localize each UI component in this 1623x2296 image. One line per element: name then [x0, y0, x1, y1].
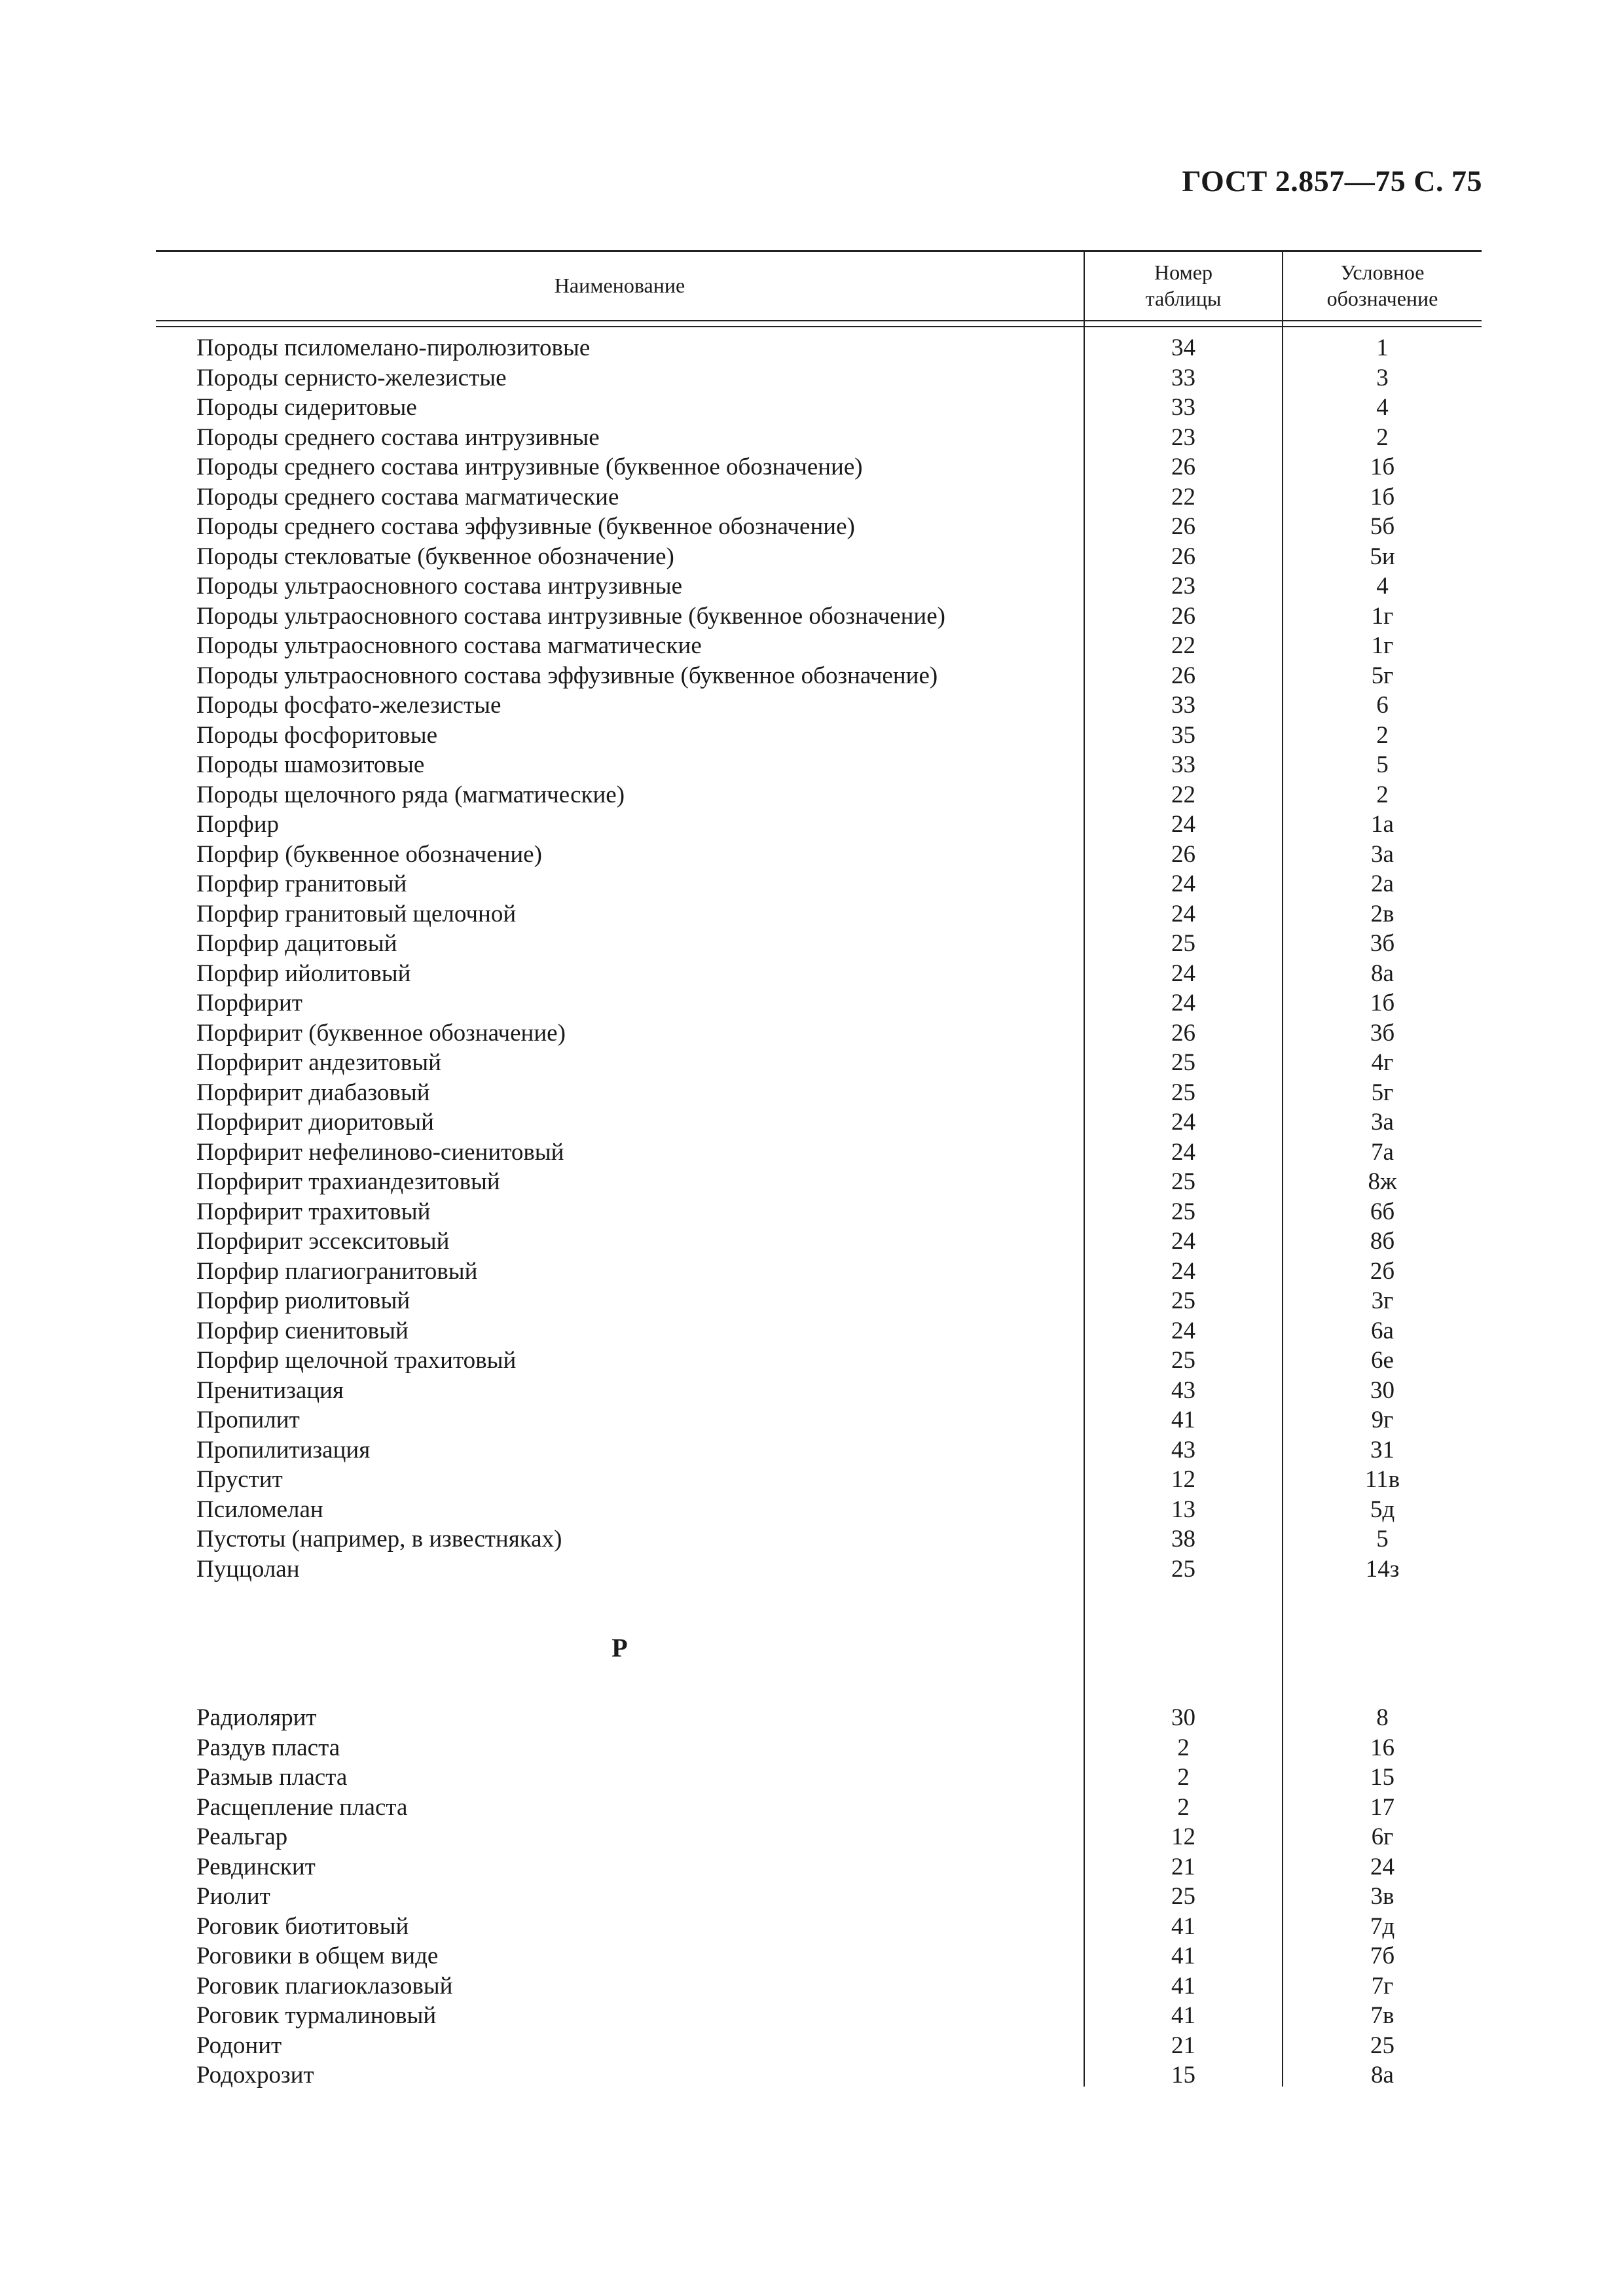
row-name: Порфирит диабазовый: [196, 1079, 430, 1106]
row-table-number: 35: [1171, 721, 1195, 749]
row-name: Породы ультраосновного состава интрузивные: [196, 573, 683, 600]
table-row: [156, 1822, 1482, 1852]
section-row: [156, 1584, 1482, 1703]
row-table-number: 22: [1171, 632, 1195, 659]
row-name: Радиолярит: [196, 1704, 317, 1731]
row-symbol: 5г: [1371, 662, 1394, 689]
row-table-number: 33: [1171, 751, 1195, 778]
row-name: Порфирит трахиандезитовый: [196, 1168, 500, 1195]
table-row: [156, 631, 1482, 661]
row-table-number: 24: [1171, 811, 1195, 838]
row-symbol: 2а: [1371, 870, 1394, 897]
row-name: Порфирит (буквенное обозначение): [196, 1019, 566, 1047]
row-name: Ревдинскит: [196, 1853, 316, 1880]
row-symbol: 1а: [1371, 811, 1394, 838]
row-name: Размыв пласта: [196, 1764, 348, 1791]
table-row: [156, 542, 1482, 572]
table-row: [156, 1138, 1482, 1168]
table-row: [156, 1733, 1482, 1763]
row-name: Порфирит эссекситовый: [196, 1228, 450, 1255]
table-row: [156, 661, 1482, 691]
row-name: Породы сидеритовые: [196, 394, 417, 421]
row-name: Породы среднего состава магматические: [196, 483, 619, 511]
row-name: Породы щелочного ряда (магматические): [196, 781, 625, 808]
table-row: [156, 333, 1482, 363]
row-symbol: 7а: [1371, 1138, 1394, 1166]
table-row: [156, 1048, 1482, 1078]
row-symbol: 1: [1376, 334, 1389, 361]
row-table-number: 25: [1171, 1883, 1195, 1910]
table-row: [156, 929, 1482, 959]
row-symbol: 5б: [1370, 513, 1395, 540]
table-row: [156, 452, 1482, 482]
table-row: [156, 2001, 1482, 2031]
table-row: [156, 1465, 1482, 1495]
row-table-number: 26: [1171, 454, 1195, 480]
row-name: Породы ультраосновного состава магматические: [196, 632, 702, 659]
row-symbol: 1г: [1371, 602, 1394, 630]
row-table-number: 43: [1171, 1376, 1195, 1404]
row-table-number: 41: [1171, 2002, 1195, 2029]
table-row: [156, 1554, 1482, 1585]
table-row: [156, 601, 1482, 632]
row-table-number: 25: [1171, 1347, 1195, 1374]
row-table-number: 26: [1171, 840, 1195, 868]
table-row: [156, 1882, 1482, 1912]
row-symbol: 7в: [1370, 2002, 1395, 2029]
row-table-number: 41: [1171, 1912, 1195, 1940]
row-name: Реальгар: [196, 1823, 288, 1850]
row-table-number: 41: [1171, 1943, 1195, 1969]
row-table-number: 22: [1171, 781, 1195, 808]
row-table-number: 26: [1171, 1019, 1195, 1047]
row-symbol: 6е: [1371, 1347, 1394, 1374]
row-name: Роговик плагиоклазовый: [196, 1972, 453, 2000]
row-table-number: 24: [1171, 1138, 1195, 1166]
row-symbol: 16: [1370, 1734, 1395, 1761]
row-name: Породы шамозитовые: [196, 751, 425, 778]
table-row: [156, 482, 1482, 512]
table-row: [156, 840, 1482, 870]
row-name: Риолит: [196, 1883, 270, 1910]
column-header-number: Номер таблицы: [1145, 260, 1222, 310]
row-name: Роговик биотитовый: [196, 1912, 409, 1940]
row-symbol: 8б: [1370, 1228, 1395, 1255]
row-name: Родонит: [196, 2032, 282, 2059]
table-row: [156, 1912, 1482, 1942]
row-table-number: 26: [1171, 662, 1195, 689]
row-table-number: 25: [1171, 1168, 1195, 1195]
table-row: [156, 750, 1482, 780]
row-table-number: 25: [1171, 1049, 1195, 1076]
table-row: [156, 1941, 1482, 1971]
row-table-number: 2: [1177, 1734, 1190, 1761]
section-letter: Р: [611, 1633, 628, 1662]
table-row: [156, 1495, 1482, 1525]
table-row: [156, 1793, 1482, 1823]
table-row: [156, 1286, 1482, 1316]
table-row: [156, 1703, 1482, 1733]
row-symbol: 3г: [1371, 1287, 1394, 1314]
row-name: Пропилит: [196, 1407, 300, 1433]
row-name: Родохрозит: [196, 2062, 314, 2089]
row-name: Порфир (буквенное обозначение): [196, 840, 542, 868]
row-symbol: 3б: [1370, 930, 1395, 957]
rows-group-p: [156, 333, 1482, 1584]
table-row: [156, 1346, 1482, 1376]
table-row: [156, 1435, 1482, 1465]
row-name: Пустоты (например, в известняках): [196, 1526, 562, 1552]
row-name: Породы стекловатые (буквенное обозначение): [196, 543, 674, 570]
row-symbol: 2б: [1370, 1257, 1395, 1285]
row-table-number: 24: [1171, 990, 1195, 1016]
row-symbol: 2: [1376, 423, 1389, 451]
row-table-number: 41: [1171, 1972, 1195, 2000]
row-symbol: 8а: [1371, 2062, 1394, 2089]
row-table-number: 13: [1171, 1496, 1195, 1523]
row-table-number: 12: [1171, 1466, 1195, 1493]
row-symbol: 4: [1376, 573, 1389, 600]
table-row: [156, 363, 1482, 393]
row-table-number: 41: [1171, 1407, 1195, 1433]
table-row: [156, 1227, 1482, 1257]
row-table-number: 24: [1171, 900, 1195, 927]
row-table-number: 38: [1171, 1526, 1195, 1552]
row-symbol: 5: [1376, 751, 1389, 778]
row-table-number: 24: [1171, 870, 1195, 897]
row-name: Породы псиломелано-пиролюзитовые: [196, 334, 591, 361]
row-table-number: 26: [1171, 602, 1195, 630]
row-name: Порфир ийолитовый: [196, 960, 411, 987]
row-symbol: 8: [1376, 1704, 1389, 1731]
row-symbol: 6г: [1371, 1823, 1394, 1850]
row-symbol: 6а: [1371, 1317, 1394, 1344]
row-symbol: 3а: [1371, 1109, 1394, 1136]
table-row: [156, 1107, 1482, 1138]
table-row: [156, 1257, 1482, 1287]
row-symbol: 5и: [1370, 543, 1395, 570]
row-symbol: 2в: [1370, 900, 1395, 927]
row-symbol: 3: [1376, 364, 1389, 391]
row-name: Порфир: [196, 811, 279, 838]
rows-group-r: [156, 1703, 1482, 2090]
row-name: Порфир дацитовый: [196, 930, 397, 957]
row-symbol: 1б: [1370, 483, 1395, 511]
table-row: [156, 2031, 1482, 2061]
row-table-number: 2: [1177, 1793, 1190, 1821]
row-symbol: 8ж: [1368, 1168, 1397, 1195]
row-symbol: 24: [1370, 1853, 1395, 1880]
row-symbol: 2: [1376, 781, 1389, 808]
row-name: Породы среднего состава эффузивные (буквенное обозначение): [196, 513, 855, 540]
row-table-number: 25: [1171, 1079, 1195, 1106]
row-name: Псиломелан: [196, 1496, 323, 1523]
row-name: Порфир щелочной трахитовый: [196, 1347, 517, 1374]
row-name: Порфирит андезитовый: [196, 1049, 441, 1076]
row-name: Порфирит трахитовый: [196, 1198, 431, 1225]
row-name: Породы сернисто-железистые: [196, 364, 507, 391]
table-row: [156, 780, 1482, 810]
table-body: [156, 333, 1482, 2090]
row-symbol: 15: [1370, 1764, 1395, 1791]
row-name: Пренитизация: [196, 1376, 344, 1404]
table-row: [156, 691, 1482, 721]
row-symbol: 11в: [1364, 1466, 1400, 1493]
row-name: Порфирит нефелиново-сиенитовый: [196, 1138, 564, 1166]
row-symbol: 7г: [1371, 1972, 1394, 2000]
row-symbol: 17: [1370, 1793, 1395, 1821]
row-symbol: 5д: [1370, 1496, 1395, 1523]
row-table-number: 25: [1171, 1287, 1195, 1314]
column-header-symbol: Условное обозначение: [1326, 260, 1438, 310]
row-table-number: 30: [1171, 1704, 1195, 1731]
table-row: [156, 2060, 1482, 2090]
row-name: Роговики в общем виде: [196, 1943, 439, 1969]
index-table: [156, 250, 1482, 2087]
row-name: Породы ультраосновного состава интрузивные (буквенное обозначение): [196, 602, 945, 630]
table-row: [156, 1763, 1482, 1793]
table-row: [156, 721, 1482, 751]
row-symbol: 14з: [1365, 1555, 1400, 1583]
table-row: [156, 393, 1482, 423]
row-table-number: 34: [1171, 334, 1195, 361]
table-row: [156, 1167, 1482, 1197]
row-name: Породы среднего состава интрузивные: [196, 423, 600, 451]
table-row: [156, 899, 1482, 929]
row-name: Породы фосфоритовые: [196, 721, 438, 749]
table-row: [156, 1852, 1482, 1882]
row-name: Породы ультраосновного состава эффузивные (буквенное обозначение): [196, 662, 938, 689]
row-name: Раздув пласта: [196, 1734, 340, 1761]
row-symbol: 7б: [1370, 1943, 1395, 1969]
row-name: Порфир гранитовый: [196, 870, 407, 897]
row-name: Пуццолан: [196, 1555, 300, 1583]
row-table-number: 24: [1171, 1257, 1195, 1285]
row-symbol: 6б: [1370, 1198, 1395, 1225]
table-row: [156, 1405, 1482, 1435]
table-row: [156, 959, 1482, 989]
row-table-number: 23: [1171, 423, 1195, 451]
row-symbol: 3а: [1371, 840, 1394, 868]
row-table-number: 33: [1171, 364, 1195, 391]
table-row: [156, 571, 1482, 601]
row-table-number: 22: [1171, 483, 1195, 511]
row-table-number: 23: [1171, 573, 1195, 600]
row-name: Порфир риолитовый: [196, 1287, 410, 1314]
row-symbol: 9г: [1371, 1407, 1394, 1433]
row-name: Пропилитизация: [196, 1436, 371, 1463]
row-table-number: 21: [1171, 2032, 1195, 2059]
row-symbol: 5г: [1371, 1079, 1394, 1106]
row-name: Порфирит: [196, 990, 302, 1016]
row-name: Роговик турмалиновый: [196, 2002, 437, 2029]
page-header: ГОСТ 2.857—75 С. 75: [1182, 164, 1482, 198]
row-symbol: 8а: [1371, 960, 1394, 987]
row-symbol: 30: [1370, 1376, 1395, 1404]
row-table-number: 25: [1171, 930, 1195, 957]
row-table-number: 24: [1171, 1317, 1195, 1344]
table-row: [156, 1316, 1482, 1346]
table-row: [156, 1524, 1482, 1554]
row-name: Порфир сиенитовый: [196, 1317, 409, 1344]
row-name: Расщепление пласта: [196, 1793, 408, 1821]
row-table-number: 25: [1171, 1555, 1195, 1583]
row-symbol: 5: [1376, 1526, 1389, 1552]
row-table-number: 26: [1171, 543, 1195, 570]
row-table-number: 26: [1171, 513, 1195, 540]
table-row: [156, 810, 1482, 840]
row-symbol: 2: [1376, 721, 1389, 749]
row-name: Породы среднего состава интрузивные (буквенное обозначение): [196, 454, 863, 480]
row-name: Прустит: [196, 1466, 283, 1493]
table-row: [156, 988, 1482, 1018]
table-row: [156, 869, 1482, 899]
row-table-number: 12: [1171, 1823, 1195, 1850]
row-table-number: 24: [1171, 960, 1195, 987]
row-table-number: 43: [1171, 1436, 1195, 1463]
row-table-number: 2: [1177, 1764, 1190, 1791]
row-symbol: 1б: [1370, 454, 1395, 480]
row-symbol: 25: [1370, 2032, 1395, 2059]
table-row: [156, 1197, 1482, 1227]
row-name: Порфир гранитовый щелочной: [196, 900, 517, 927]
row-table-number: 15: [1171, 2062, 1195, 2089]
row-symbol: 3б: [1370, 1019, 1395, 1047]
row-table-number: 24: [1171, 1109, 1195, 1136]
table-row: [156, 512, 1482, 542]
row-table-number: 21: [1171, 1853, 1195, 1880]
row-symbol: 6: [1376, 692, 1389, 719]
row-table-number: 33: [1171, 394, 1195, 421]
table-row: [156, 1078, 1482, 1108]
row-name: Порфир плагиогранитовый: [196, 1257, 478, 1285]
row-table-number: 25: [1171, 1198, 1195, 1225]
row-symbol: 1г: [1371, 632, 1394, 659]
row-symbol: 1б: [1370, 990, 1395, 1016]
column-header-name: Наименование: [554, 273, 685, 297]
row-symbol: 4: [1376, 394, 1389, 421]
row-name: Порфирит диоритовый: [196, 1109, 434, 1136]
row-name: Породы фосфато-железистые: [196, 692, 501, 719]
table-row: [156, 1376, 1482, 1406]
row-symbol: 3в: [1370, 1883, 1395, 1910]
row-table-number: 33: [1171, 692, 1195, 719]
table-row: [156, 423, 1482, 453]
table-row: [156, 1018, 1482, 1049]
row-symbol: 31: [1370, 1436, 1395, 1463]
row-symbol: 4г: [1371, 1049, 1394, 1076]
table-row: [156, 1971, 1482, 2001]
row-table-number: 24: [1171, 1228, 1195, 1255]
row-symbol: 7д: [1370, 1912, 1395, 1940]
